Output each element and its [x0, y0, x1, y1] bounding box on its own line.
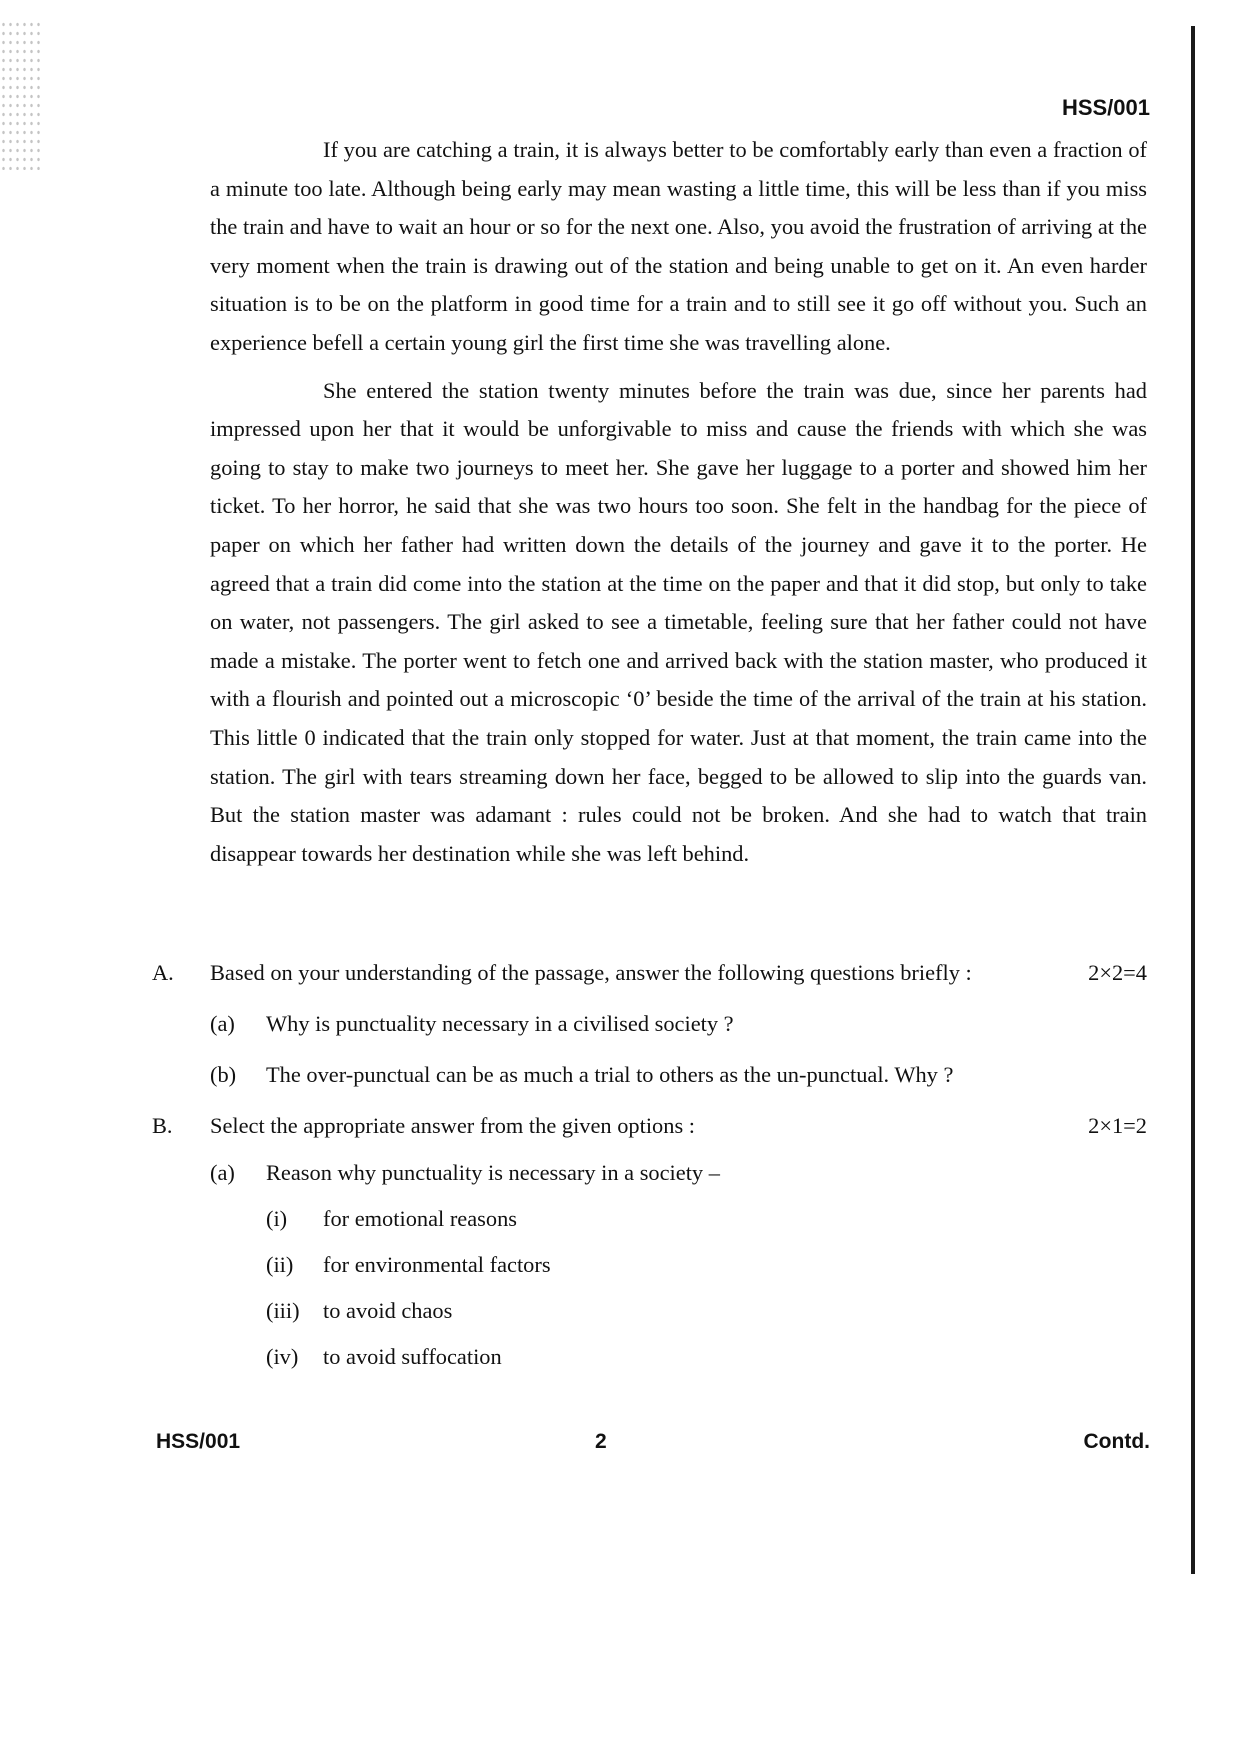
- option-label: (iii): [266, 1298, 300, 1323]
- footer-page-number: 2: [595, 1430, 607, 1453]
- section-b-label: B.: [152, 1113, 173, 1138]
- section-a-label: A.: [152, 960, 174, 985]
- option-i: [0, 1206, 1240, 1236]
- question-label: (b): [210, 1062, 237, 1087]
- scan-noise: [0, 20, 40, 170]
- question-text: Why is punctuality necessary in a civilised society ?: [266, 1011, 734, 1036]
- option-text: for environmental factors: [323, 1252, 551, 1277]
- section-a-marks: 2×2=4: [1088, 960, 1147, 985]
- question-label: (a): [210, 1160, 235, 1185]
- passage-paragraph-1: If you are catching a train, it is always better to be comfortably early than even a fraction of a minute too late. Although being early may mean wasting a little time, this will be less than if you miss the train and have to wait an hour or so for the next one. Also, you avoid the frustration of arriving at the very moment when the train is drawing out of the station and being unable to get on it. An even harder situation is to be on the platform in good time for a train and to still see it go off without you. Such an experience befell a certain young girl the first time she was travelling alone.: [210, 137, 1147, 355]
- footer-contd: Contd.: [1083, 1430, 1150, 1453]
- option-label: (i): [266, 1206, 288, 1231]
- footer-paper-code: HSS/001: [156, 1430, 241, 1453]
- option-text: to avoid chaos: [323, 1298, 453, 1323]
- option-label: (iv): [266, 1344, 299, 1369]
- option-label: (ii): [266, 1252, 294, 1277]
- section-a-instruction: Based on your understanding of the passage, answer the following questions briefly :: [210, 960, 972, 985]
- option-text: to avoid suffocation: [323, 1344, 502, 1369]
- option-ii: [0, 1252, 1240, 1282]
- question-text: The over-punctual can be as much a trial to others as the un-punctual. Why ?: [266, 1062, 954, 1087]
- page-edge-rule: [1191, 26, 1195, 1574]
- question-b-a: [0, 1160, 1240, 1190]
- section-b-marks: 2×1=2: [1088, 1113, 1147, 1138]
- question-label: (a): [210, 1011, 235, 1036]
- reading-passage: [210, 131, 1147, 873]
- question-text: Reason why punctuality is necessary in a society –: [266, 1160, 720, 1185]
- section-b-heading: [0, 1113, 1240, 1143]
- question-a-b: [0, 1062, 1240, 1092]
- question-a-a: [0, 1011, 1240, 1041]
- passage-paragraph-2: She entered the station twenty minutes before the train was due, since her parents had impressed upon her that it would be unforgivable to miss and cause the friends with which she was going to stay to make two journeys to meet her. She gave her luggage to a porter and showed him her ticket. To her horror, he said that she was two hours too soon. She felt in the handbag for the piece of paper on which her father had written down the details of the journey and gave it to the porter. He agreed that a train did come into the station at the time on the paper and that it did stop, but only to take on water, not passengers. The girl asked to see a timetable, feeling sure that her father could not have made a mistake. The porter went to fetch one and arrived back with the station master, who produced it with a flourish and pointed out a microscopic ‘0’ beside the time of the arrival of the train at his station. This little 0 indicated that the train only stopped for water. Just at that moment, the train came into the station. The girl with tears streaming down her face, begged to be allowed to slip into the guards van. But the station master was adamant : rules could not be broken. And she had to watch that train disappear towards her destination while she was left behind.: [210, 377, 1147, 866]
- option-iv: [0, 1344, 1240, 1374]
- section-a-heading: [0, 960, 1240, 990]
- section-b-instruction: Select the appropriate answer from the given options :: [210, 1113, 695, 1138]
- option-iii: [0, 1298, 1240, 1328]
- option-text: for emotional reasons: [323, 1206, 517, 1231]
- header-paper-code: HSS/001: [1061, 95, 1150, 120]
